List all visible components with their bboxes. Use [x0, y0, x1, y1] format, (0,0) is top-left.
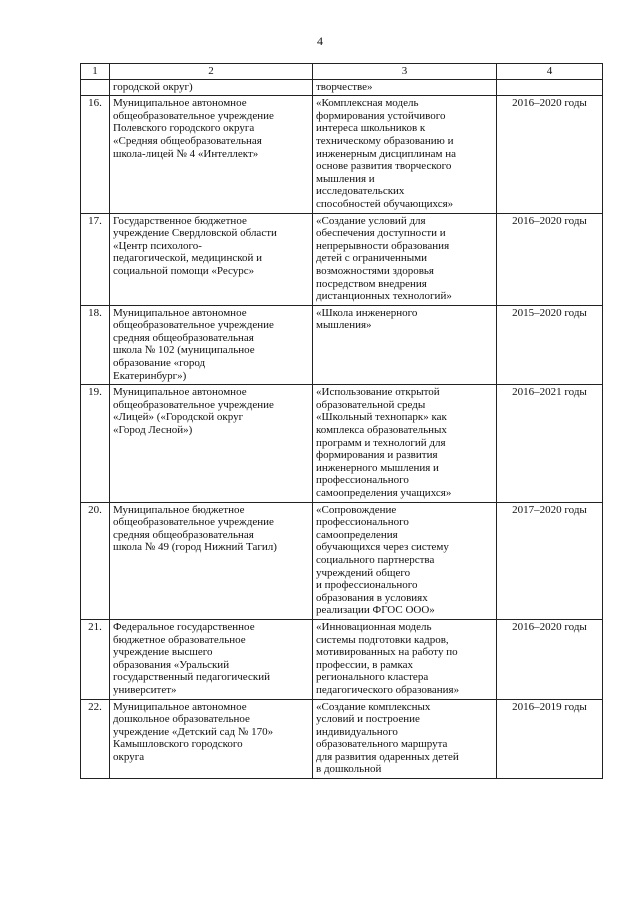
row-number: 20.	[81, 502, 110, 619]
org-line: Муниципальное автономное	[113, 386, 247, 399]
period-cell: 2016–2020 годы	[497, 619, 603, 699]
project-line: образования в условиях	[316, 591, 428, 604]
project-cell	[313, 96, 497, 213]
org-line: Федеральное государственное	[113, 620, 255, 633]
org-line: учреждение «Детский сад № 170»	[113, 725, 274, 738]
project-line: образовательной среды	[316, 398, 426, 411]
org-line: Муниципальное бюджетное	[113, 503, 245, 516]
org-line: средняя общеобразовательная	[113, 528, 254, 541]
org-line: школа № 102 (муниципальное	[113, 344, 255, 357]
organization-cell	[110, 213, 313, 305]
project-line: «Школьный технопарк» как	[316, 411, 447, 424]
org-line: образование «город	[113, 357, 206, 370]
project-cell	[313, 213, 497, 305]
project-line: возможностями здоровья	[316, 264, 434, 277]
organization-cell	[110, 96, 313, 213]
org-line: Камышловского городского	[113, 738, 243, 751]
row-number: 21.	[81, 619, 110, 699]
org-line: общеобразовательное учреждение	[113, 516, 274, 529]
project-cell	[313, 502, 497, 619]
row-number: 18.	[81, 305, 110, 385]
period-cell: 2015–2020 годы	[497, 305, 603, 385]
project-line: формирования устойчивого	[316, 109, 446, 122]
project-line: для развития одаренных детей	[316, 750, 459, 763]
project-cell	[313, 305, 497, 385]
org-line: школа № 49 (город Нижний Тагил)	[113, 541, 277, 554]
project-line: самоопределения	[316, 528, 398, 541]
org-line: городской округ)	[113, 80, 193, 93]
org-line: образования «Уральский	[113, 658, 230, 671]
project-line: комплекса образовательных	[316, 424, 447, 437]
project-line: инженерного мышления и	[316, 461, 439, 474]
org-line: «Центр психолого-	[113, 239, 202, 252]
org-line: средняя общеобразовательная	[113, 331, 254, 344]
column-header-3: 3	[313, 64, 497, 80]
project-line: интереса школьников к	[316, 122, 426, 135]
column-header-4: 4	[497, 64, 603, 80]
project-line: инженерным дисциплинам на	[316, 147, 457, 160]
org-line: «Город Лесной»)	[113, 424, 193, 437]
project-line: «Создание комплексных	[316, 700, 431, 713]
project-cell	[313, 699, 497, 779]
org-line: Екатеринбург»)	[113, 369, 187, 382]
project-line: обучающихся через систему	[316, 541, 449, 554]
organization-cell	[110, 699, 313, 779]
period-cell: 2016–2019 годы	[497, 699, 603, 779]
org-line: дошкольное образовательное	[113, 713, 250, 726]
org-line: учреждение высшего	[113, 646, 213, 659]
project-line: мотивированных на работу по	[316, 646, 458, 659]
project-line: образовательного маршрута	[316, 738, 448, 751]
table-row	[81, 305, 603, 385]
column-header-2: 2	[110, 64, 313, 80]
project-line: профессионального	[316, 474, 409, 487]
org-line: общеобразовательное учреждение	[113, 109, 274, 122]
continuation-org-cell	[110, 79, 313, 96]
project-line: «Создание условий для	[316, 214, 426, 227]
table-row	[81, 96, 603, 213]
project-line: программ и технологий для	[316, 436, 446, 449]
project-line: педагогического образования»	[316, 683, 460, 696]
org-line: общеобразовательное учреждение	[113, 319, 274, 332]
org-line: школа-лицей № 4 «Интеллект»	[113, 147, 259, 160]
project-line: «Использование открытой	[316, 386, 440, 399]
table-row	[81, 619, 603, 699]
org-line: Муниципальное автономное	[113, 700, 247, 713]
project-line: реализации ФГОС ООО»	[316, 604, 435, 617]
org-line: учреждение Свердловской области	[113, 227, 277, 240]
organization-cell	[110, 385, 313, 502]
table-row	[81, 213, 603, 305]
project-line: техническому образованию и	[316, 134, 454, 147]
organization-cell	[110, 502, 313, 619]
table-row	[81, 502, 603, 619]
project-line: системы подготовки кадров,	[316, 633, 449, 646]
project-line: профессионального	[316, 516, 409, 529]
projects-table	[80, 63, 603, 779]
organization-cell	[110, 305, 313, 385]
org-line: «Средняя общеобразовательная	[113, 134, 262, 147]
table-row	[81, 699, 603, 779]
row-number: 19.	[81, 385, 110, 502]
project-line: мышления»	[316, 319, 372, 332]
period-cell: 2017–2020 годы	[497, 502, 603, 619]
org-line: Муниципальное автономное	[113, 306, 247, 319]
org-line: Полевского городского округа	[113, 122, 255, 135]
project-line: профессии, в рамках	[316, 658, 414, 671]
project-line: исследовательских	[316, 185, 405, 198]
org-line: бюджетное образовательное	[113, 633, 246, 646]
org-line: Муниципальное автономное	[113, 97, 247, 110]
period-cell: 2016–2020 годы	[497, 96, 603, 213]
project-line: посредством внедрения	[316, 277, 427, 290]
project-line: «Сопровождение	[316, 503, 397, 516]
project-line: индивидуального	[316, 725, 398, 738]
org-line: государственный педагогический	[113, 671, 270, 684]
project-line: условий и построение	[316, 713, 420, 726]
project-cell	[313, 619, 497, 699]
project-line: и профессионального	[316, 579, 418, 592]
organization-cell	[110, 619, 313, 699]
column-header-1: 1	[81, 64, 110, 80]
table-row	[81, 385, 603, 502]
period-cell: 2016–2020 годы	[497, 213, 603, 305]
project-line: регионального кластера	[316, 671, 429, 684]
period-cell: 2016–2021 годы	[497, 385, 603, 502]
project-line: самоопределения учащихся»	[316, 487, 452, 499]
project-line: обеспечения доступности и	[316, 227, 446, 240]
project-line: способностей обучающихся»	[316, 197, 454, 210]
project-line: дистанционных технологий»	[316, 290, 452, 303]
org-line: университет»	[113, 683, 177, 696]
project-line: детей с ограниченными	[316, 252, 428, 265]
org-line: «Лицей» («Городской округ	[113, 411, 244, 424]
table-header-row	[81, 64, 603, 80]
row-number: 17.	[81, 213, 110, 305]
org-line: педагогической, медицинской и	[113, 252, 263, 265]
project-line: социального партнерства	[316, 553, 435, 566]
org-line: округа	[113, 750, 145, 763]
org-line: социальной помощи «Ресурс»	[113, 264, 255, 277]
project-line: «Школа инженерного	[316, 306, 418, 319]
continuation-row	[81, 79, 603, 96]
project-line: в дошкольной	[316, 763, 382, 776]
row-number: 16.	[81, 96, 110, 213]
org-line: Государственное бюджетное	[113, 214, 247, 227]
project-line: непрерывности образования	[316, 239, 450, 252]
page-number: 4	[317, 34, 323, 48]
project-line: «Комплексная модель	[316, 97, 419, 110]
project-line: основе развития творческого	[316, 160, 452, 173]
project-line: «Инновационная модель	[316, 620, 432, 633]
continuation-project-cell	[313, 79, 497, 96]
continuation-period-cell	[497, 79, 603, 96]
continuation-num-cell	[81, 79, 110, 96]
org-line: общеобразовательное учреждение	[113, 398, 274, 411]
row-number: 22.	[81, 699, 110, 779]
project-line: мышления и	[316, 172, 375, 185]
project-cell	[313, 385, 497, 502]
project-line: формирования и развития	[316, 449, 438, 462]
project-line: учреждений общего	[316, 566, 411, 579]
project-line: творчестве»	[316, 80, 373, 93]
